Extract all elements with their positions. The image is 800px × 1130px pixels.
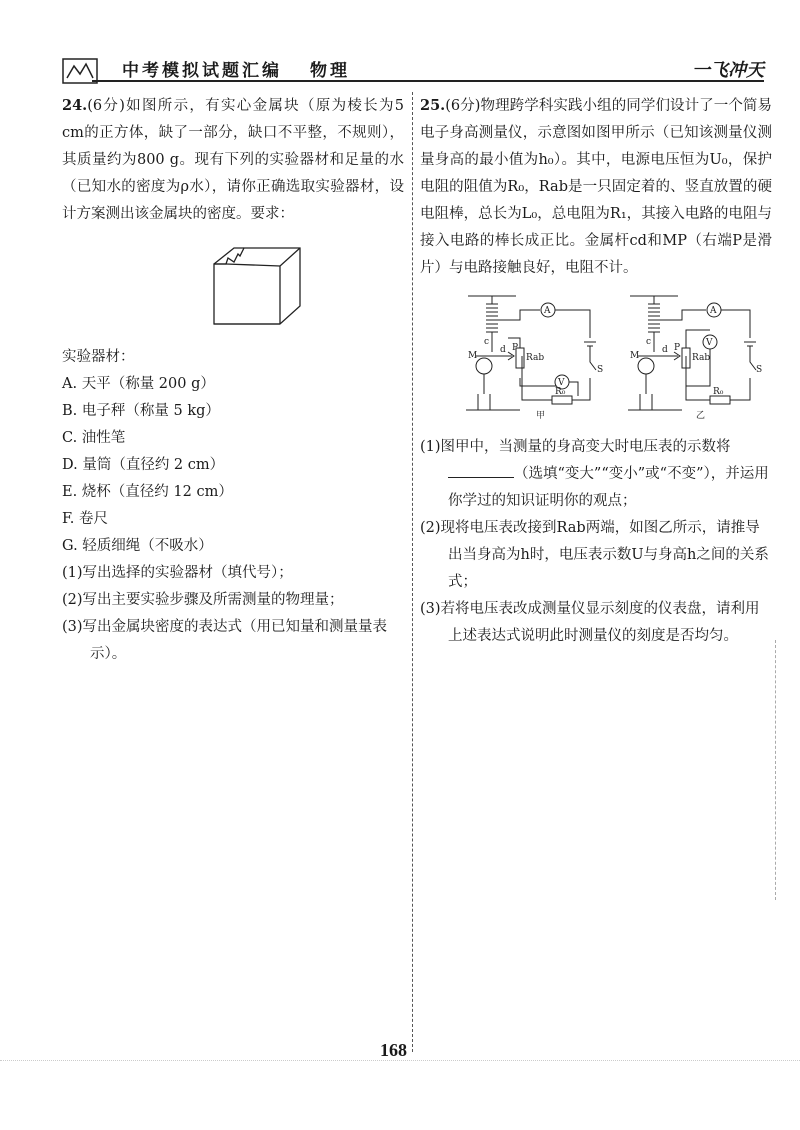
- figure-yi-label: 乙: [696, 411, 706, 421]
- question-25: [420, 92, 772, 650]
- book-title: 中考模拟试题汇编: [122, 61, 282, 81]
- q25-task-2: (2)现将电压表改接到Rab两端，如图乙所示，请推导出当身高为h时，电压表示数U与身高h之间的关系式；: [420, 520, 769, 590]
- q25-task-1-prefix: (1)图甲中，当测量的身高变大时电压表的示数将: [420, 439, 731, 455]
- p-label: P: [512, 343, 519, 353]
- equipment-item: F. 卷尺: [62, 511, 109, 527]
- page-number: 168: [380, 1040, 407, 1060]
- q25-task-1: [420, 434, 772, 515]
- figure-jia-label: 甲: [536, 411, 546, 421]
- c-label: c: [646, 337, 652, 347]
- ammeter-label: A: [710, 306, 717, 316]
- q24-number: 24.: [62, 97, 88, 114]
- voltmeter-label: V: [558, 378, 565, 388]
- p-label: P: [674, 343, 681, 353]
- q25-stem: [420, 92, 772, 282]
- margin-dash: [775, 640, 776, 900]
- header-rule: [92, 80, 764, 82]
- r0-label: R₀: [713, 387, 724, 397]
- ammeter-label: A: [544, 306, 551, 316]
- q25-task-1-suffix: （选填“变大”“变小”或“不变”），并运用你学过的知识证明你的观点；: [448, 466, 769, 509]
- equipment-item: C. 油性笔: [62, 430, 126, 446]
- switch-label: S: [756, 365, 763, 375]
- rab-label: Rab: [526, 353, 545, 363]
- equipment-item: E. 烧杯（直径约 12 cm）: [62, 484, 233, 500]
- m-label: M: [630, 351, 640, 361]
- d-label: d: [662, 345, 668, 355]
- answer-blank[interactable]: [448, 463, 514, 478]
- subject-label: 物理: [310, 61, 350, 81]
- page-header: [62, 48, 764, 88]
- column-divider: [412, 92, 413, 1052]
- brand-logo: 一飞冲天: [692, 60, 764, 81]
- q24-stem-text: (6分)如图所示，有实心金属块（原为棱长为5 cm的正方体，缺了一部分，缺口不平整，不规则），其质量约为800 g。现有下列的实验器材和足量的水（已知水的密度为ρ水），请你正确选取实验器材，设计方案测出该金属块的密度。要求：: [62, 98, 404, 222]
- q24-task-3: (3)写出金属块密度的表达式（用已知量和测量量表示）。: [62, 619, 388, 662]
- m-label: M: [468, 351, 478, 361]
- equipment-item: A. 天平（称量 200 g）: [62, 376, 215, 392]
- equipment-item: D. 量筒（直径约 2 cm）: [62, 457, 225, 473]
- metal-block-figure: [212, 240, 304, 326]
- q25-number: 25.: [420, 97, 446, 114]
- c-label: c: [484, 337, 490, 347]
- rab-label: Rab: [692, 353, 711, 363]
- q25-task-3: (3)若将电压表改成测量仪显示刻度的仪表盘，请利用上述表达式说明此时测量仪的刻度是否均匀。: [420, 601, 760, 644]
- voltmeter-label: V: [706, 338, 713, 348]
- d-label: d: [500, 345, 506, 355]
- q24-stem: [62, 92, 404, 228]
- q25-stem-text: (6分)物理跨学科实践小组的同学们设计了一个简易电子身高测量仪，示意图如图甲所示（已知该测量仪测量身高的最小值为h₀）。其中，电源电压恒为U₀，保护电阻的阻值为R₀，Rab是一只固定着的、竖直放置的硬电阻棒，总长为L₀，总电阻为R₁，其接入电路的电阻与接入电路的棒长成正比。金属杆cd和MP（右端P是滑片）与电路接触良好，电阻不计。: [420, 98, 772, 276]
- switch-label: S: [597, 365, 604, 375]
- r0-label: R₀: [555, 387, 566, 397]
- question-24: [62, 92, 404, 668]
- circuit-diagram: [460, 290, 763, 421]
- equipment-item: B. 电子秤（称量 5 kg）: [62, 403, 220, 419]
- equipment-title: 实验器材：: [62, 349, 135, 365]
- equipment-item: G. 轻质细绳（不吸水）: [62, 538, 213, 554]
- q24-task-2: (2)写出主要实验步骤及所需测量的物理量；: [62, 592, 344, 608]
- q24-task-1: (1)写出选择的实验器材（填代号）；: [62, 565, 293, 581]
